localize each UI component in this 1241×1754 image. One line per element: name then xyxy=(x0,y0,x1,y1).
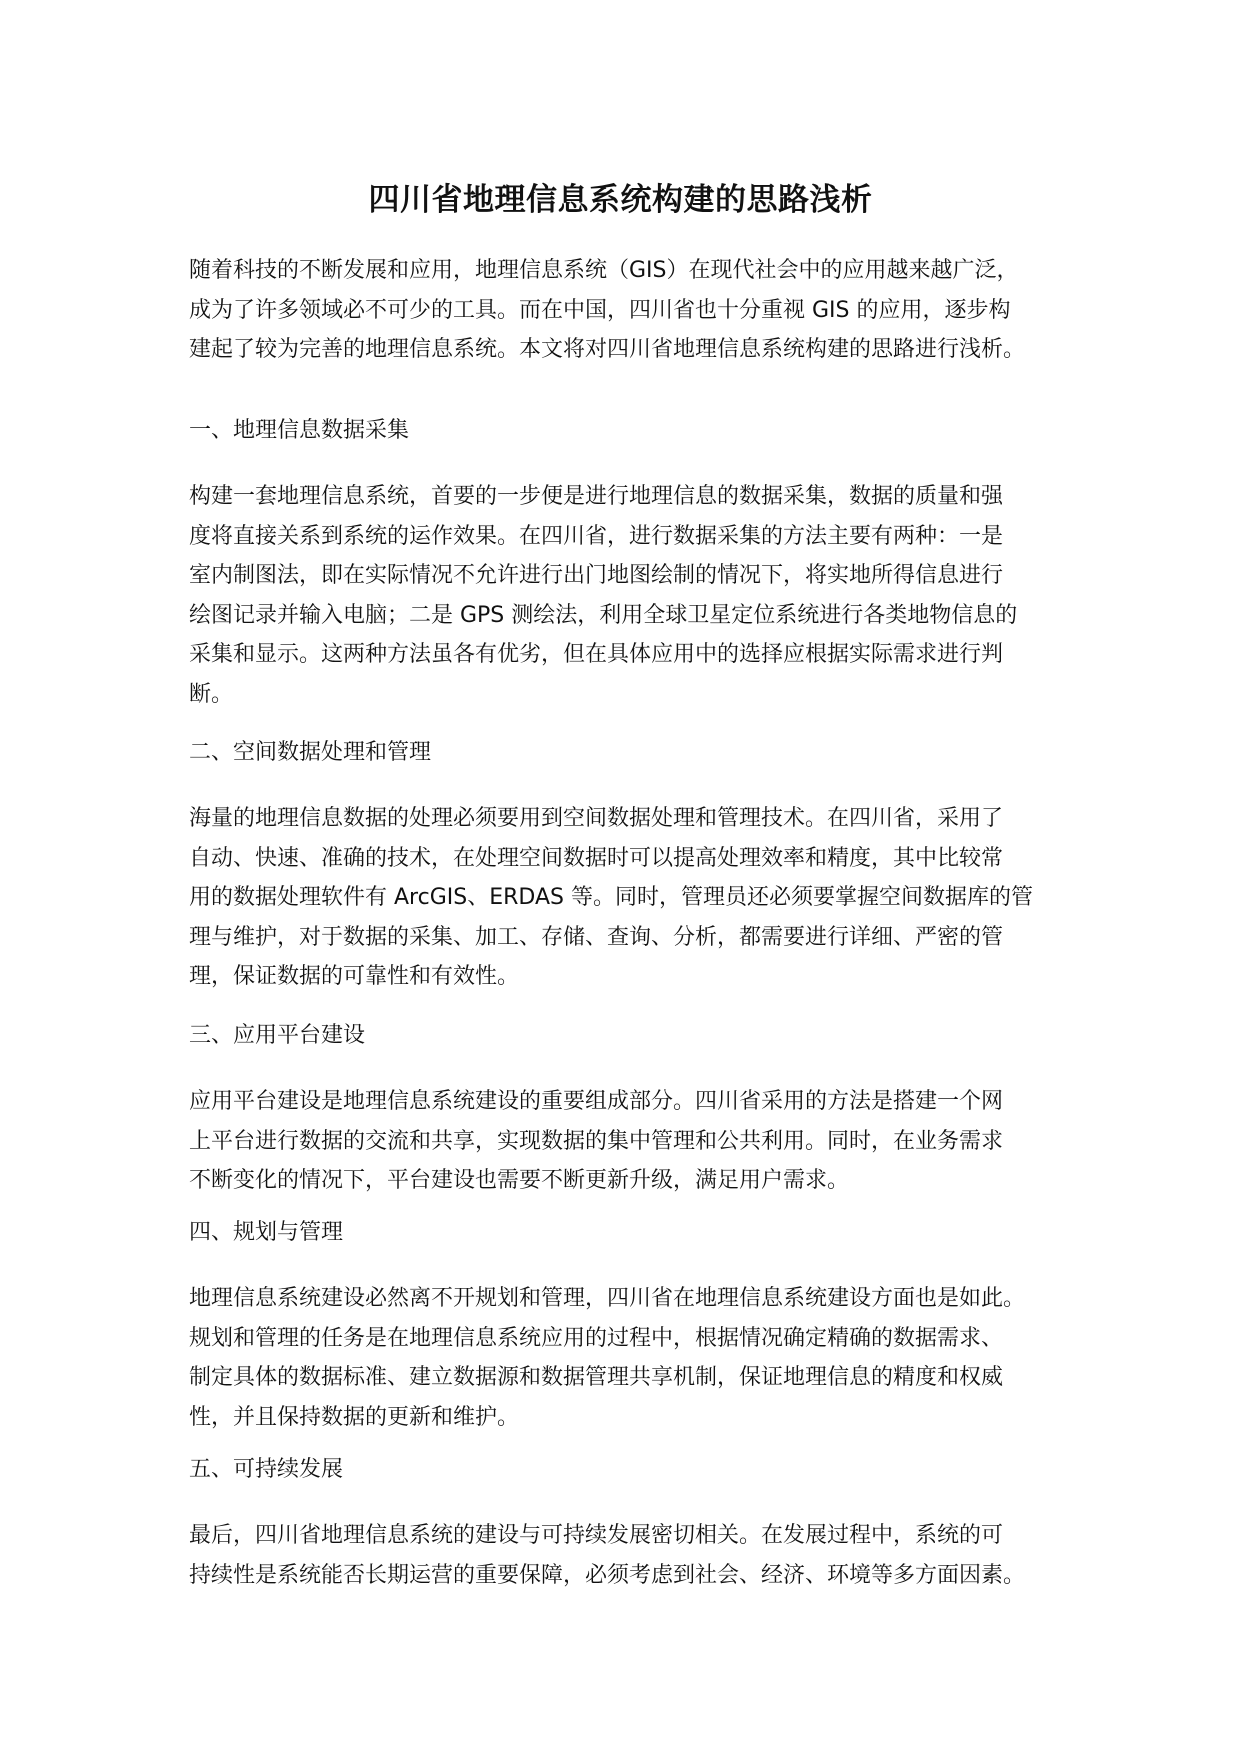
section-heading-4: 四、规划与管理 xyxy=(189,1220,344,1245)
section-heading-3: 三、应用平台建设 xyxy=(189,1023,366,1048)
paragraph-line: 度将直接关系到系统的运作效果。在四川省，进行数据采集的方法主要有两种：一是 xyxy=(189,523,1004,549)
paragraph-line: 室内制图法，即在实际情况不允许进行出门地图绘制的情况下，将实地所得信息进行 xyxy=(189,563,1004,589)
section-heading-1: 一、地理信息数据采集 xyxy=(189,418,410,443)
paragraph-line: 上平台进行数据的交流和共享，实现数据的集中管理和公共利用。同时，在业务需求 xyxy=(189,1128,1004,1154)
paragraph-line: 规划和管理的任务是在地理信息系统应用的过程中，根据情况确定精确的数据需求、 xyxy=(189,1325,1004,1351)
paragraph-line: 用的数据处理软件有 ArcGIS、ERDAS 等。同时，管理员还必须要掌握空间数据库的管 xyxy=(189,885,1033,911)
section-paragraph-5 xyxy=(189,1516,1025,1595)
paragraph-line: 最后，四川省地理信息系统的建设与可持续发展密切相关。在发展过程中，系统的可 xyxy=(189,1523,1004,1548)
document-title: 四川省地理信息系统构建的思路浅析 xyxy=(368,182,873,218)
paragraph-line: 成为了许多领域必不可少的工具。而在中国，四川省也十分重视 GIS 的应用，逐步构 xyxy=(189,297,1011,323)
paragraph-line: 不断变化的情况下，平台建设也需要不断更新升级，满足用户需求。 xyxy=(189,1168,850,1194)
paragraph-line: 采集和显示。这两种方法虽各有优劣，但在具体应用中的选择应根据实际需求进行判 xyxy=(189,642,1004,668)
section-paragraph-4 xyxy=(189,1279,1025,1437)
section-heading-5: 五、可持续发展 xyxy=(189,1457,344,1482)
paragraph-line: 地理信息系统建设必然离不开规划和管理，四川省在地理信息系统建设方面也是如此。 xyxy=(189,1286,1026,1311)
paragraph-line: 应用平台建设是地理信息系统建设的重要组成部分。四川省采用的方法是搭建一个网 xyxy=(189,1089,1004,1114)
paragraph-line: 持续性是系统能否长期运营的重要保障，必须考虑到社会、经济、环境等多方面因素。 xyxy=(189,1562,1026,1588)
paragraph-line: 海量的地理信息数据的处理必须要用到空间数据处理和管理技术。在四川省，采用了 xyxy=(189,806,1004,831)
paragraph-line: 绘图记录并输入电脑；二是 GPS 测绘法，利用全球卫星定位系统进行各类地物信息的 xyxy=(189,602,1018,628)
section-paragraph-3 xyxy=(189,1082,1003,1201)
paragraph-line: 性，并且保持数据的更新和维护。 xyxy=(189,1404,520,1430)
section-paragraph-1 xyxy=(189,477,1017,715)
intro-paragraph xyxy=(189,251,1025,370)
paragraph-line: 构建一套地理信息系统，首要的一步便是进行地理信息的数据采集，数据的质量和强 xyxy=(189,484,1004,509)
paragraph-line: 自动、快速、准确的技术，在处理空间数据时可以提高处理效率和精度，其中比较常 xyxy=(189,845,1004,871)
paragraph-line: 建起了较为完善的地理信息系统。本文将对四川省地理信息系统构建的思路进行浅析。 xyxy=(189,337,1026,363)
paragraph-line: 断。 xyxy=(189,681,234,707)
section-paragraph-2 xyxy=(189,799,1033,997)
section-heading-2: 二、空间数据处理和管理 xyxy=(189,740,432,765)
paragraph-line: 理，保证数据的可靠性和有效性。 xyxy=(189,964,520,990)
paragraph-line: 随着科技的不断发展和应用，地理信息系统（GIS）在现代社会中的应用越来越广泛， xyxy=(189,258,1019,283)
paragraph-line: 理与维护，对于数据的采集、加工、存储、查询、分析，都需要进行详细、严密的管 xyxy=(189,924,1004,950)
paragraph-line: 制定具体的数据标准、建立数据源和数据管理共享机制，保证地理信息的精度和权威 xyxy=(189,1365,1004,1391)
